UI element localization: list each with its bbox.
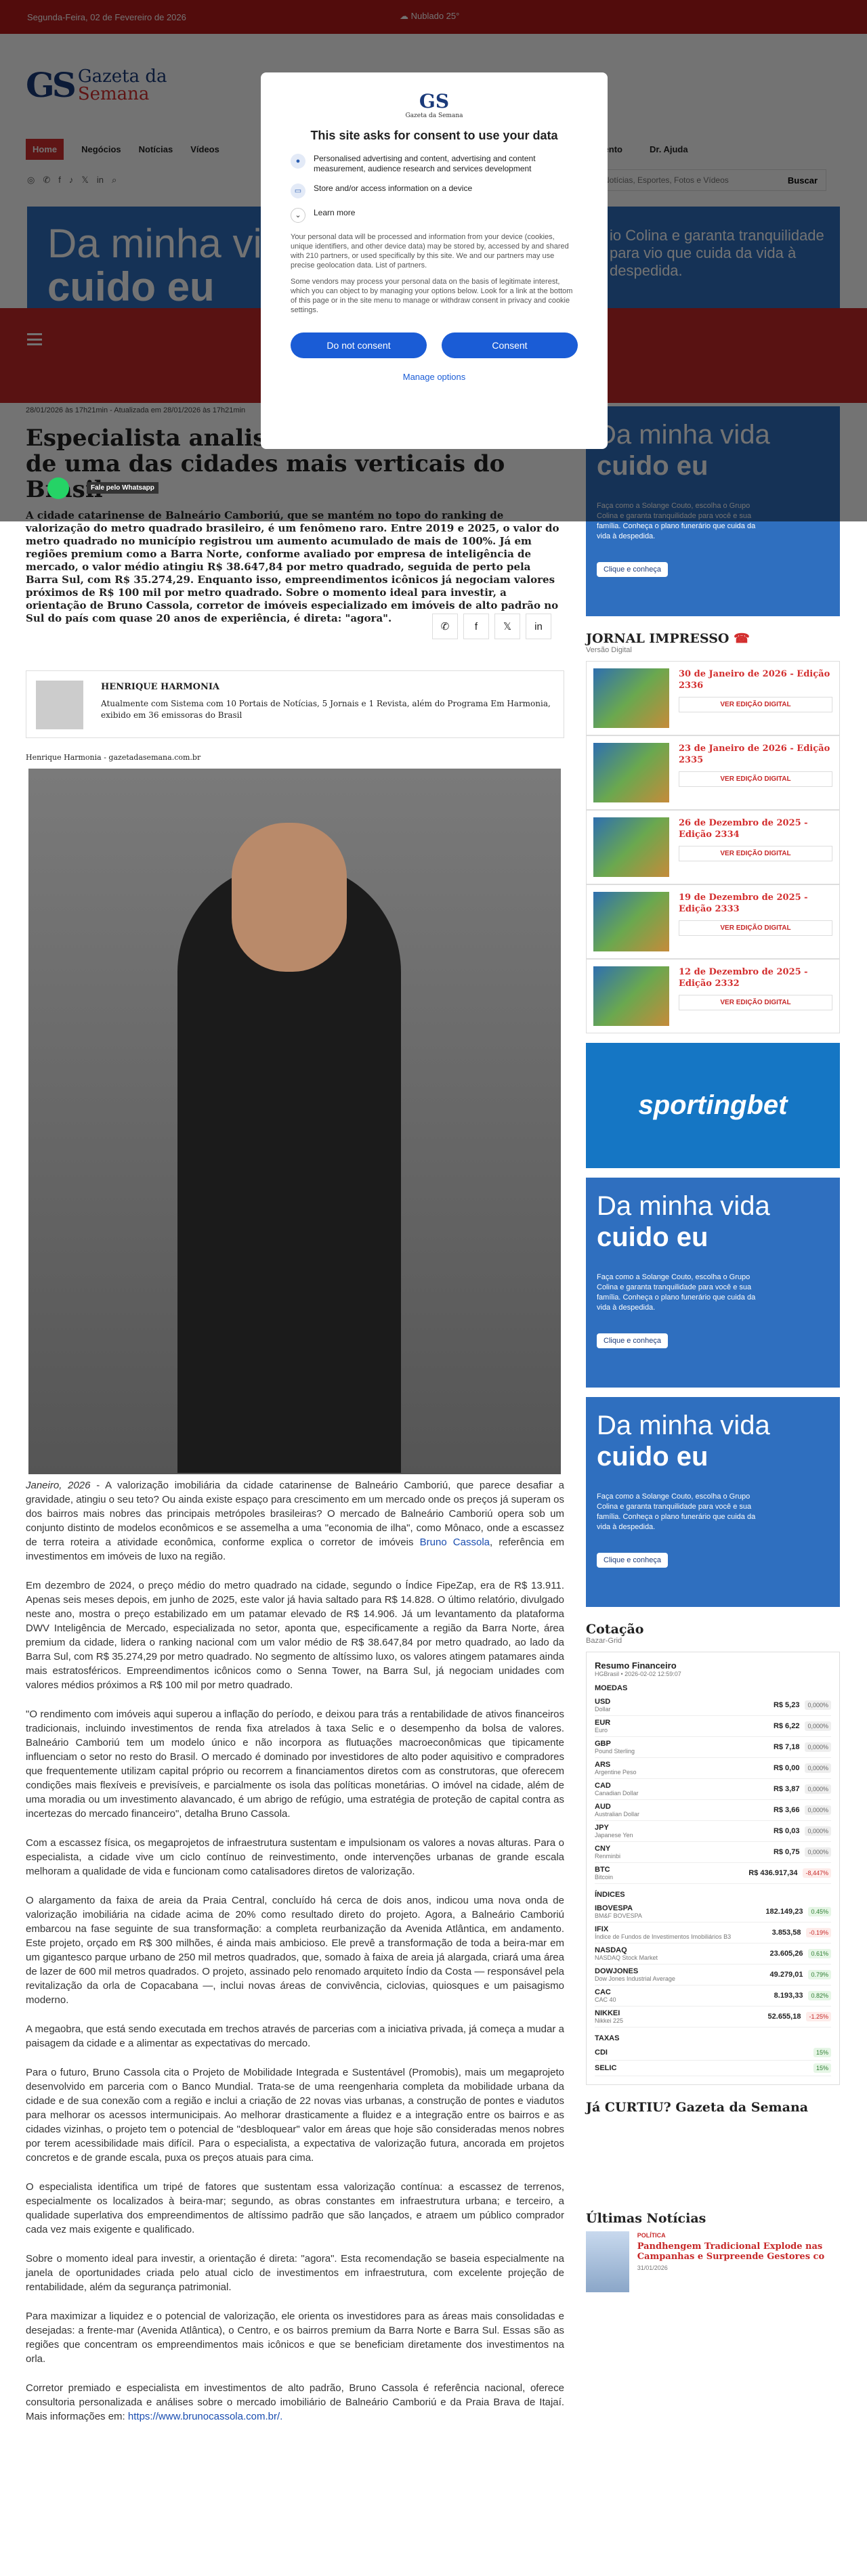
quote-value: R$ 6,22 xyxy=(773,1722,800,1730)
share-facebook-icon[interactable]: f xyxy=(463,614,489,639)
chevron-down-icon[interactable]: ⌄ xyxy=(291,208,305,223)
person-icon: ● xyxy=(291,154,305,169)
website-link[interactable]: https://www.brunocassola.com.br/. xyxy=(125,2411,283,2422)
edition-title[interactable]: 12 de Dezembro de 2025 - Edição 2332 xyxy=(679,967,808,989)
quote-row xyxy=(595,2006,831,2027)
edition-cover xyxy=(593,817,669,877)
edition-item[interactable] xyxy=(586,810,840,884)
consent-logo: GS Gazeta da Semana xyxy=(405,90,463,119)
quote-change: 0.61% xyxy=(808,1949,831,1958)
cotacao-sub: Bazar-Grid xyxy=(586,1637,622,1645)
quote-change: 0,000% xyxy=(805,1805,831,1815)
quote-change: 0.79% xyxy=(808,1970,831,1979)
ad3-button[interactable]: Clique e conheça xyxy=(597,1553,668,1568)
ad3-line1: Da minha vida xyxy=(597,1411,770,1440)
quote-code: BTC xyxy=(595,1866,610,1874)
para-11: Corretor premiado e especialista em investimentos de alto padrão, Bruno Cassola é referência nacional, oferece consultoria personalizada e análises sobre o mercado imobiliário de Balneário Camboriú e da Praia Brava de Itajaí. Mais informações em: xyxy=(26,2382,564,2422)
share-whatsapp-icon[interactable]: ✆ xyxy=(432,614,458,639)
edition-cover xyxy=(593,668,669,728)
sidebar xyxy=(586,406,840,2292)
view-edition-button[interactable]: VER EDIÇÃO DIGITAL xyxy=(679,995,832,1010)
sidebar-ad-2[interactable] xyxy=(586,1178,840,1388)
edition-title[interactable]: 19 de Dezembro de 2025 - Edição 2333 xyxy=(679,893,808,914)
quote-code: JPY xyxy=(595,1824,609,1832)
consent-button[interactable]: Consent xyxy=(442,332,578,358)
quote-change: 0,000% xyxy=(805,1826,831,1836)
quote-name: CAC 40 xyxy=(595,1996,616,2003)
quote-row xyxy=(595,1716,831,1737)
para-2: Em dezembro de 2024, o preço médio do metro quadrado na cidade, segundo o Índice FipeZap, era de R$ 13.911. Apenas seis meses depois, em junho de 2025, este valor já havia saltado para R$ 14.828. O último relatório, divulgado neste ano, mostra o preço estabilizado em um patamar elevado de R$ 14.906. Já um levantamento da plataforma DWV Inteligência de Mercado, especializada no setor, aponta que, especificamente a região da Barra Norte, área premium da cidade, lidera o ranking nacional com um valor médio de R$ 38.647,84 por metro quadrado, ao lado da Barra Sul, com R$ 35.274,29 por metro quadrado. No segmento de altíssimo luxo, os valores atingem patamares ainda mais estratosféricos. Empreendimentos icônicos como o Senna Tower, na Barra Sul, já negociam unidades com valores médios próximos a R$ 100 mil por metro quadrado. xyxy=(26,1580,564,1691)
quote-name: Pound Sterling xyxy=(595,1748,635,1755)
consent-purpose-2: Store and/or access information on a device xyxy=(314,184,473,193)
consent-title: This site asks for consent to use your data xyxy=(310,129,558,142)
ad2-text: Faça como a Solange Couto, escolha o Grupo Colina e garanta tranquilidade para você e sua família. Conheça o plano funerário que cuida da vida à despedida. xyxy=(597,1273,756,1312)
quotes-widget xyxy=(586,1652,840,2085)
sportingbet-ad[interactable]: sportingbet xyxy=(586,1043,840,1168)
ad-button[interactable]: Clique e conheça xyxy=(597,562,668,577)
view-edition-button[interactable]: VER EDIÇÃO DIGITAL xyxy=(679,697,832,712)
rate-row xyxy=(595,2061,831,2076)
edition-item[interactable] xyxy=(586,884,840,959)
quote-value: R$ 7,18 xyxy=(773,1743,800,1751)
quote-name: Argentine Peso xyxy=(595,1769,637,1776)
bruno-cassola-link[interactable]: Bruno Cassola xyxy=(419,1537,490,1548)
quote-row xyxy=(595,1779,831,1800)
quote-name: BM&F BOVESPA xyxy=(595,1912,642,1919)
editions-list xyxy=(586,661,840,1033)
rate-row xyxy=(595,2045,831,2061)
news-thumb xyxy=(586,2231,629,2292)
article-photo xyxy=(28,769,561,1474)
view-edition-button[interactable]: VER EDIÇÃO DIGITAL xyxy=(679,920,832,936)
quote-value: R$ 5,23 xyxy=(773,1701,800,1709)
para-9: Sobre o momento ideal para investir, a orientação é direta: "agora". Esta recomendação se baseia especialmente na janela de oportunidades criada pelo atual ciclo de investimentos em infraestrutura, com excelente projeção de rentabilidade, além da segurança patrimonial. xyxy=(26,2253,564,2293)
ad2-line2: cuido eu xyxy=(597,1222,709,1252)
news-title[interactable]: Pandhengem Tradicional Explode nas Campanhas e Surpreende Gestores co xyxy=(637,2241,825,2262)
taxas-label: TAXAS xyxy=(595,2034,620,2042)
quote-change: 0.82% xyxy=(808,1991,831,2000)
jornal-sub: Versão Digital xyxy=(586,646,632,654)
jornal-title: JORNAL IMPRESSO ☎ xyxy=(586,631,750,646)
author-avatar xyxy=(36,681,83,729)
edition-title[interactable]: 26 de Dezembro de 2025 - Edição 2334 xyxy=(679,818,808,840)
quote-name: Nikkei 225 xyxy=(595,2017,624,2024)
quote-value: 3.853,58 xyxy=(771,1929,801,1937)
quote-name: Bitcoin xyxy=(595,1874,614,1881)
para-1-end: , referência em investimentos em imóveis de luxo na região. xyxy=(26,1537,565,1562)
quote-value: 23.605,26 xyxy=(769,1950,803,1958)
cotacao-title: Cotação xyxy=(586,1622,644,1637)
quote-code: NASDAQ xyxy=(595,1946,627,1954)
facebook-widget xyxy=(586,2115,840,2196)
article-lead: valorização do metro quadrado brasileiro, é um fenômeno raro. Entre 2019 e 2025, o valor do metro quadrado no município registrou um aumento acumulado de mais de 100%. Já em regiões premium como a Barra Norte, conforme avaliado por empresa de inteligência de mercado, o valor médio atingiu R$ 38.647,84 por metro quadrado, seguida de perto pela Barra Sul, com R$ 35.274,29. Enquanto isso, empreendimentos icônicos já negociam valores próximos de R$ 100 mil por metro quadrado. Sobre o momento ideal para investir, a orientação de Bruno Cassola, corretor de imóveis especializado em imóveis de alto padrão no Sul do país com quase 20 anos de experiência, é direta: "agora". xyxy=(26,522,559,624)
edition-cover xyxy=(593,743,669,802)
quote-code: IBOVESPA xyxy=(595,1904,633,1912)
photo-credit: Henrique Harmonia - gazetadasemana.com.br xyxy=(26,753,201,762)
news-item[interactable] xyxy=(586,2231,840,2292)
quote-row xyxy=(595,1965,831,1985)
author-bio: Atualmente com Sistema com 10 Portais de Notícias, 5 Jornais e 1 Revista, além do Programa Em Harmonia, exibido em 36 emissoras do Brasil xyxy=(101,699,551,720)
edition-item[interactable] xyxy=(586,661,840,735)
learn-more[interactable]: Learn more xyxy=(314,208,356,217)
quote-code: USD xyxy=(595,1698,611,1706)
quote-row xyxy=(595,1863,831,1884)
quote-code: NIKKEI xyxy=(595,2009,620,2017)
consent-purpose-1: Personalised advertising and content, advertising and content measurement, audience research and services development xyxy=(314,154,536,173)
quote-change: 0,000% xyxy=(805,1742,831,1752)
edition-cover xyxy=(593,966,669,1026)
share-x-icon[interactable]: 𝕏 xyxy=(494,614,520,639)
edition-item[interactable] xyxy=(586,959,840,1033)
quote-code: IFIX xyxy=(595,1925,609,1933)
para-7: Para o futuro, Bruno Cassola cita o Projeto de Mobilidade Integrada e Sustentável (Promobis), mais um megaprojeto desenvolvido em parceria com o Banco Mundial. Trata-se de uma reengenharia completa da mobilidade urbana da cidade e de sua conexão com a região e inclui a criação de 22 novas vias urbanas, a construção de pontes e viadutos para melhorar os acessos intermunicipais. Ao melhorar drasticamente a fluidez e a integração entre os bairros e as cidades vizinhas, o projeto tem o potencial de "desbloquear" valor em áreas que hoje são consideradas menos nobres por terem acessibilidade mais difícil. Para o especialista, a expectativa de valorização futura, ancorada em projetos concretos e de grande escala, puxa os preços atuais para cima. xyxy=(26,2067,564,2164)
quote-value: R$ 436.917,34 xyxy=(748,1869,798,1877)
edition-title[interactable]: 23 de Janeiro de 2026 - Edição 2335 xyxy=(679,744,830,765)
author-name[interactable]: HENRIQUE HARMONIA xyxy=(101,682,219,692)
ad-text: família. Conheça o plano funerário que cuida da vida à despedida. xyxy=(597,522,756,540)
quote-change: 0,000% xyxy=(805,1847,831,1857)
quote-change: -0.19% xyxy=(806,1928,831,1937)
quote-row xyxy=(595,1944,831,1965)
author-box xyxy=(26,670,564,738)
quote-row xyxy=(595,1902,831,1923)
sidebar-ad-3[interactable] xyxy=(586,1397,840,1607)
manage-options-link[interactable]: Manage options xyxy=(402,372,466,382)
quote-row xyxy=(595,1923,831,1944)
quote-change: -1.25% xyxy=(806,2012,831,2021)
quote-code: DOWJONES xyxy=(595,1967,639,1975)
quote-name: Dollar xyxy=(595,1706,611,1713)
share-bar xyxy=(432,614,551,639)
do-not-consent-button[interactable]: Do not consent xyxy=(291,332,427,358)
quote-value: 52.655,18 xyxy=(767,2013,801,2021)
quote-name: NASDAQ Stock Market xyxy=(595,1954,658,1961)
para-6: A megaobra, que está sendo executada em trechos através de parcerias com a iniciativa privada, já começa a mudar a paisagem da cidade e a alimentar as expectativas do mercado. xyxy=(26,2023,564,2049)
quote-change: -8,447% xyxy=(803,1868,831,1878)
quote-change: 0,000% xyxy=(805,1784,831,1794)
dateline: Janeiro, 2026 xyxy=(26,1480,91,1491)
quote-value: R$ 0,00 xyxy=(773,1764,800,1772)
consent-fine-1: Your personal data will be processed and information from your device (cookies, unique identifiers, and other device data) may be stored by, accessed by and shared with 210 partners, or used specifically by this site. We and our partners may use precise geolocation data. List of partners. xyxy=(291,233,569,270)
consent-fine-2: Some vendors may process your personal data on the basis of legitimate interest, which you can object to by managing your options below. Look for a link at the bottom of this page or in the site menu to manage or withdraw consent in privacy and cookie settings. xyxy=(291,278,573,314)
rate-value: 15% xyxy=(813,2048,831,2057)
quote-row xyxy=(595,1985,831,2006)
quote-value: R$ 0,03 xyxy=(773,1827,800,1835)
ad3-text: Faça como a Solange Couto, escolha o Grupo Colina e garanta tranquilidade para você e sua família. Conheça o plano funerário que cuida da vida à despedida. xyxy=(597,1493,756,1531)
edition-item[interactable] xyxy=(586,735,840,810)
ad3-line2: cuido eu xyxy=(597,1442,709,1472)
moedas-label: MOEDAS xyxy=(595,1684,628,1692)
para-1: - A valorização imobiliária da cidade catarinense de Balneário Camboriú, que parece desafiar a gravidade, atingiu o seu teto? Ou ainda existe espaço para crescimento em um mercado onde os preços já superam os dos bairros mais nobres das principais metrópoles brasileiras? O mercado de Balneário Camboriú opera sob um conjunto distinto de modelos econômicos e se assemelha a uma "economia de ilha", como Mônaco, onde a escassez de terra roteira a atividade econômica, conforme explica o corretor de imóveis xyxy=(26,1480,564,1548)
quote-code: EUR xyxy=(595,1719,611,1727)
rate-name: CDI xyxy=(595,2048,608,2057)
quote-row xyxy=(595,1758,831,1779)
share-linkedin-icon[interactable]: in xyxy=(526,614,551,639)
view-edition-button[interactable]: VER EDIÇÃO DIGITAL xyxy=(679,771,832,787)
quote-change: 0,000% xyxy=(805,1763,831,1773)
para-8: O especialista identifica um tripé de fatores que sustentam essa valorização contínua: a escassez de terrenos, especialmente os localizados à beira-mar; segundo, as obras constantes em infraestrutura urbana; e terceiro, a qualidade superlativa dos empreendimentos de altíssimo padrão que são lançados, e atraem um público comprador cada vez mais exigente e qualificado. xyxy=(26,2181,564,2235)
quote-row xyxy=(595,1842,831,1863)
para-10: Para maximizar a liquidez e o potencial de valorização, ele orienta os investidores para as áreas mais consolidadas e desejadas: a frente-mar (Avenida Atlântica), o Centro, e os bairros premium da Barra Norte e Barra Sul. Essas são as regiões que concentram os empreendimentos mais icônicos e que se beneficiam diretamente dos investimentos na orla. xyxy=(26,2311,564,2365)
quote-change: 0,000% xyxy=(805,1721,831,1731)
ad2-button[interactable]: Clique e conheça xyxy=(597,1333,668,1348)
quote-name: Euro xyxy=(595,1727,608,1734)
quote-value: 182.149,23 xyxy=(765,1908,803,1916)
rate-name: SELIC xyxy=(595,2064,617,2072)
quote-code: CAD xyxy=(595,1782,611,1790)
consent-dialog xyxy=(261,72,608,449)
quote-change: 0,000% xyxy=(805,1700,831,1710)
quote-code: GBP xyxy=(595,1740,611,1748)
phone-icon: ☎ xyxy=(734,631,750,646)
quote-value: R$ 0,75 xyxy=(773,1848,800,1856)
whatsapp-label[interactable]: Fale pelo Whatsapp xyxy=(87,482,158,494)
rate-value: 15% xyxy=(813,2063,831,2073)
quote-value: 49.279,01 xyxy=(769,1971,803,1979)
quote-row xyxy=(595,1695,831,1716)
quote-row xyxy=(595,1737,831,1758)
quote-code: AUD xyxy=(595,1803,611,1811)
article-body xyxy=(26,1478,564,2439)
quote-value: R$ 3,87 xyxy=(773,1785,800,1793)
view-edition-button[interactable]: VER EDIÇÃO DIGITAL xyxy=(679,846,832,861)
para-3: "O rendimento com imóveis aqui superou a inflação do período, e deixou para trás a rentabilidade de ativos financeiros tradicionais, incluindo investimentos de renda fixa atrelados à taxa Selic e o desempenho da bolsa de valores. Balneário Camboriú tem um modelo único e não incorpora as flutuações macroeconômicas que tipicamente influenciam o setor no resto do Brasil. O mercado é dominado por investidores de alto poder aquisitivo e compradores que frequentemente utilizam capital próprio ou recorrem a financiamentos diretos com as construtoras, que oferecem condições mais flexíveis e previsíveis, e parcialmente os isola das políticas monetárias. O imóvel na cidade, além de uma moradia ou um investimento alavancado, é um abrigo de refúgio, uma estratégia de proteção de capital contra as incertezas do mercado financeiro", detalha Bruno Cassola. xyxy=(26,1709,564,1820)
ad2-line1: Da minha vida xyxy=(597,1191,770,1221)
indices-label: ÍNDICES xyxy=(595,1891,625,1899)
quote-name: Japanese Yen xyxy=(595,1832,633,1839)
quote-name: Índice de Fundos de Investimentos Imobiliários B3 xyxy=(595,1933,732,1940)
quote-name: Dow Jones Industrial Average xyxy=(595,1975,675,1982)
edition-cover xyxy=(593,892,669,951)
para-5: O alargamento da faixa de areia da Praia Central, concluído há cerca de dois anos, indicou uma nova onda de valorização imobiliária na cidade acima de 20% como resultado direto do projeto. Agora, a Balneário Camboriú embarcou na fase seguinte de sua transformação: a completa reurbanização da Avenida Atlântica, em andamento. Este projeto, orçado em R$ 300 milhões, é ainda mais ambicioso. Ele prevê a transformação de toda a beira-mar em um gigantesco parque urbano de 250 mil metros quadrados, que, somado à faixa de areia já alargada, criará uma área de lazer de 600 mil metros quadrados. O projeto, assinado pelo renomado arquiteto Índio da Costa — responsável pela revitalização da orla de Copacabana —, inclui novas áreas de convivência, ciclovias, quiosques e um paisagismo moderno. xyxy=(26,1895,564,2006)
quote-name: Australian Dollar xyxy=(595,1811,640,1818)
quote-code: ARS xyxy=(595,1761,611,1769)
quote-name: Canadian Dollar xyxy=(595,1790,639,1797)
quotes-heading: Resumo Financeiro xyxy=(595,1660,677,1671)
edition-title[interactable]: 30 de Janeiro de 2026 - Edição 2336 xyxy=(679,669,830,691)
quote-row xyxy=(595,1821,831,1842)
news-date: 31/01/2026 xyxy=(637,2264,668,2271)
curtiu-title: Já CURTIU? Gazeta da Semana xyxy=(586,2100,809,2115)
quote-row xyxy=(595,1800,831,1821)
quote-value: 8.193,33 xyxy=(774,1992,803,2000)
device-icon: ▭ xyxy=(291,184,305,198)
quote-code: CAC xyxy=(595,1988,611,1996)
news-category: POLÍTICA xyxy=(637,2232,666,2239)
quote-code: CNY xyxy=(595,1845,611,1853)
quote-name: Renminbi xyxy=(595,1853,621,1860)
quote-change: 0.45% xyxy=(808,1907,831,1916)
quote-value: R$ 3,66 xyxy=(773,1806,800,1814)
para-4: Com a escassez física, os megaprojetos de infraestrutura sustentam e impulsionam os valores a novas alturas. Para o especialista, a cidade vive um ciclo contínuo de reinvestimento, onde intervenções urbanas de grande escala melhoram a qualidade de vida e funcionam como catalisadores diretos de valorização. xyxy=(26,1837,564,1877)
quotes-timestamp: HGBrasil • 2026-02-02 12:59:07 xyxy=(595,1671,681,1677)
whatsapp-float-icon[interactable] xyxy=(47,477,69,499)
ultimas-title: Últimas Notícias xyxy=(586,2211,706,2226)
